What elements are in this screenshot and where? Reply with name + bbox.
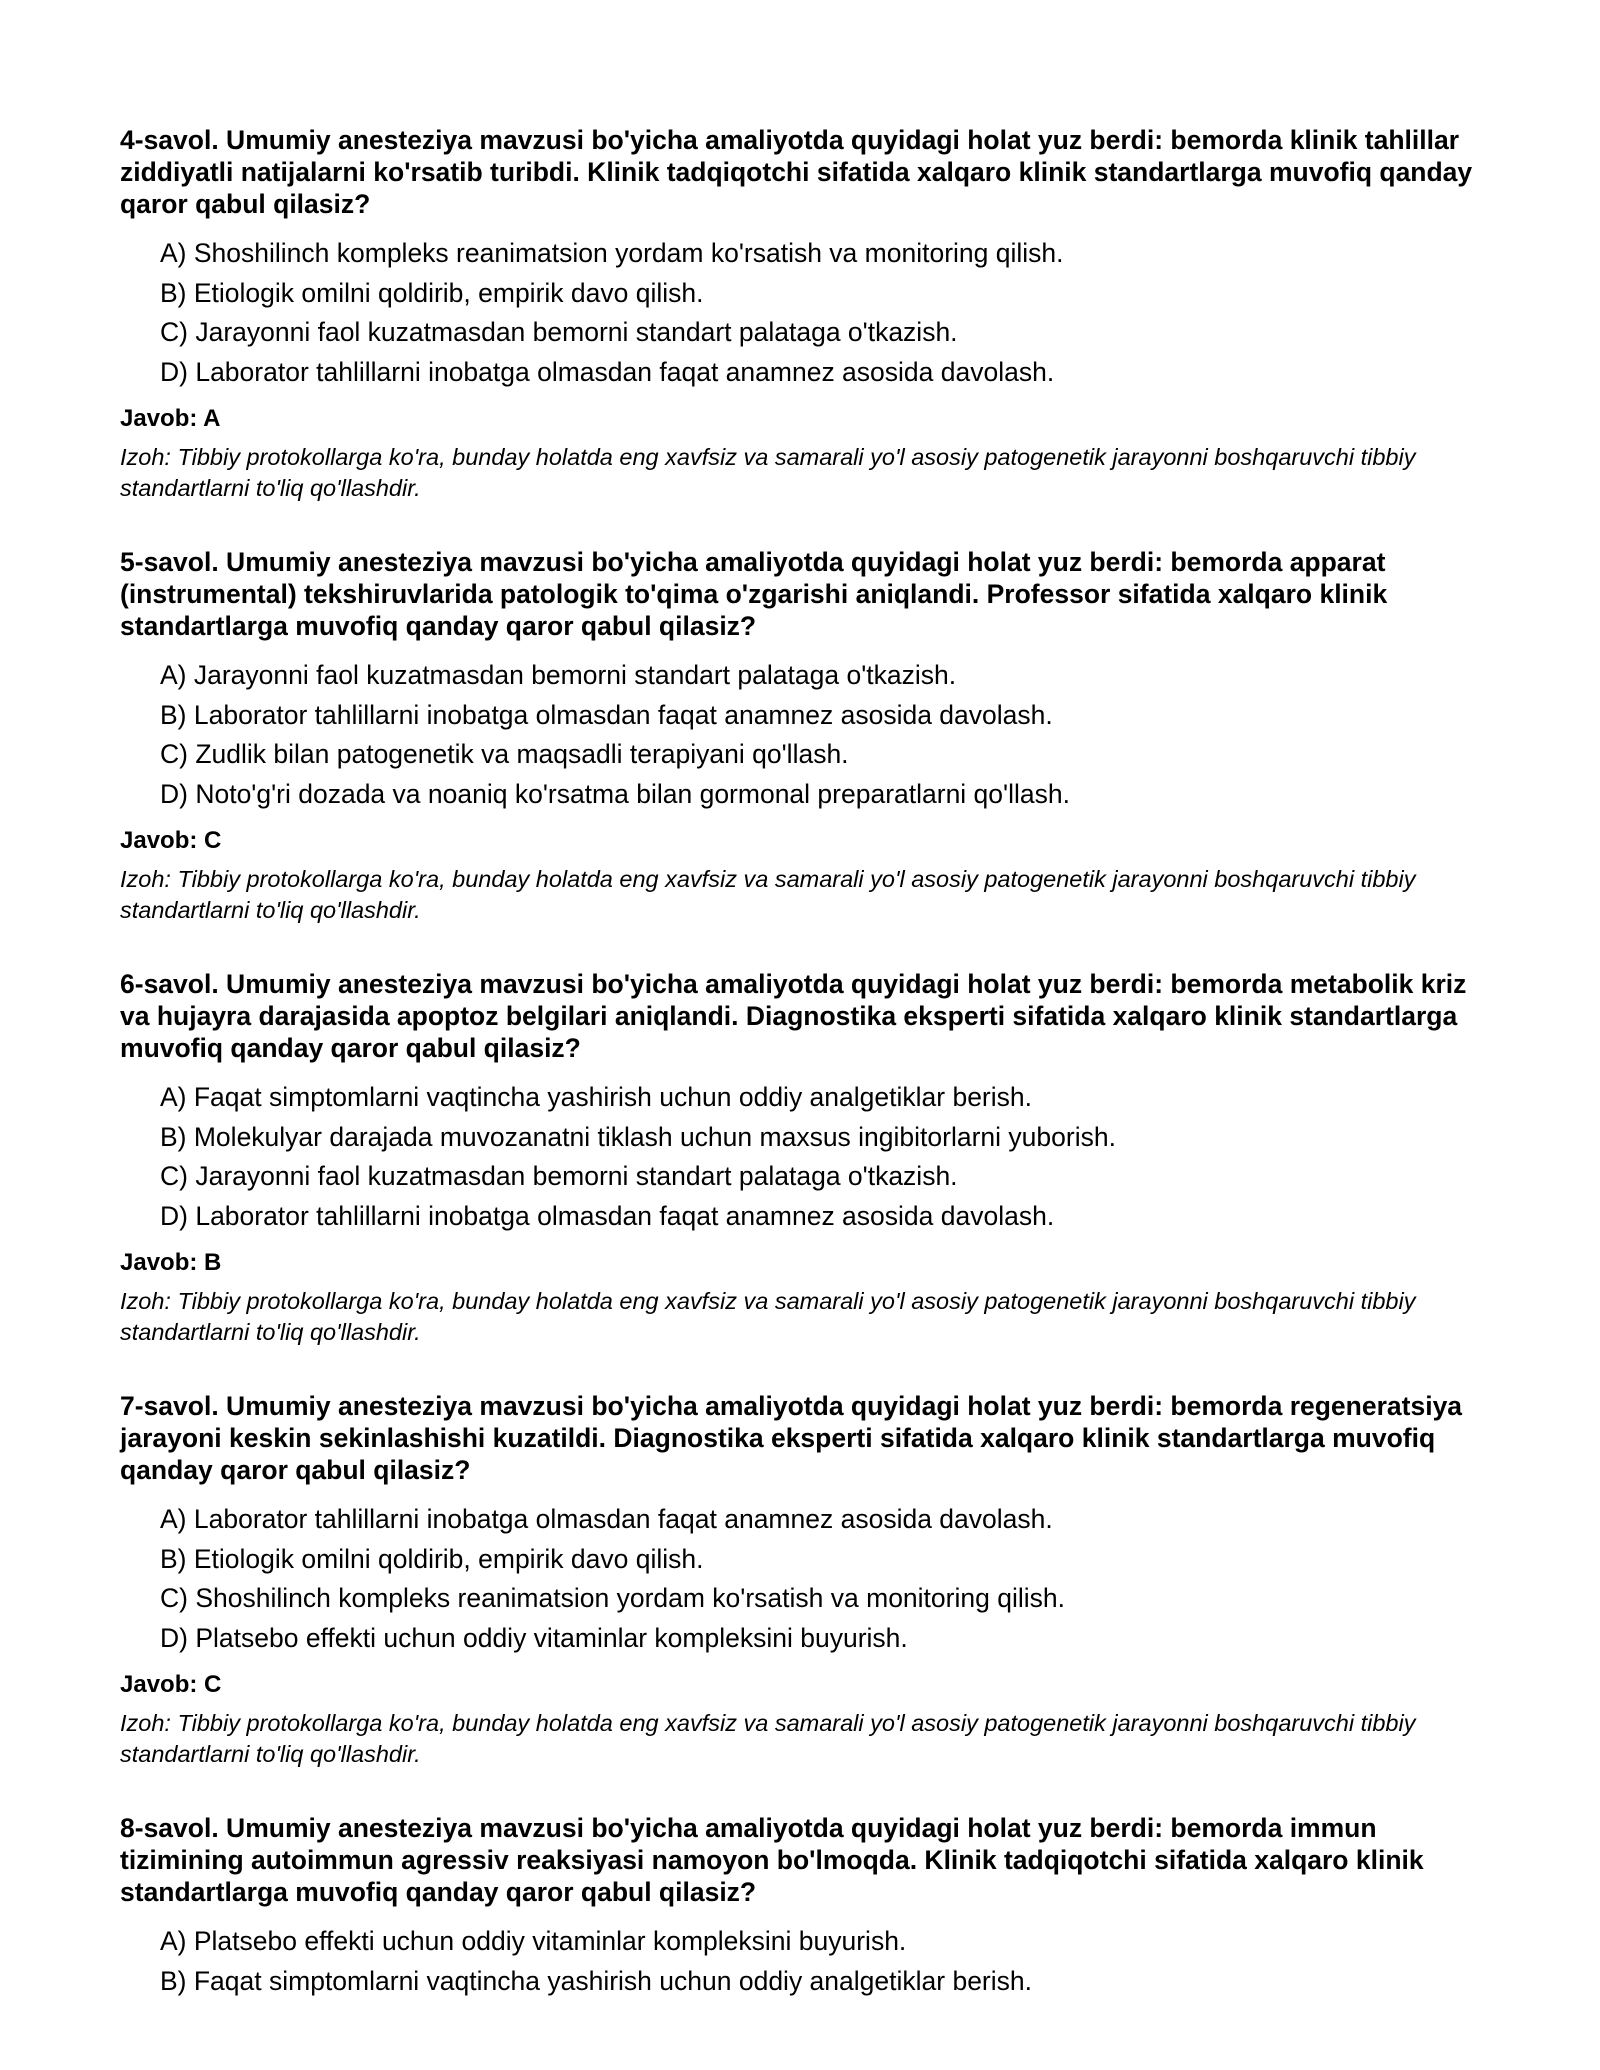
answer-label: Javob: C	[120, 827, 222, 854]
document-page	[120, 124, 1490, 2043]
option-d: D) Laborator tahlillarni inobatga olmasdan faqat anamnez asosida davolash.	[160, 356, 1055, 387]
question-title: 5-savol. Umumiy anesteziya mavzusi bo'yicha amaliyotda quyidagi holat yuz berdi: bemorda apparat (instrumental) tekshiruvlarida patologik to'qima o'zgarishi aniqlandi. Professor sifatida xalqaro klinik standartlarga muvofiq qanday qaror qabul qilasiz?	[120, 547, 1388, 641]
option-list	[160, 234, 1490, 392]
option-a: A) Platsebo effekti uchun oddiy vitaminlar kompleksini buyurish.	[160, 1926, 907, 1956]
option-a: A) Laborator tahlillarni inobatga olmasdan faqat anamnez asosida davolash.	[160, 1504, 1053, 1534]
option-list	[160, 656, 1490, 814]
option-c: C) Zudlik bilan patogenetik va maqsadli terapiyani qo'llash.	[160, 739, 849, 769]
option-c: C) Jarayonni faol kuzatmasdan bemorni standart palataga o'tkazish.	[160, 317, 958, 347]
question-title: 4-savol. Umumiy anesteziya mavzusi bo'yicha amaliyotda quyidagi holat yuz berdi: bemorda klinik tahlillar ziddiyatli natijalarni ko'rsatib turibdi. Klinik tadqiqotchi sifatida xalqaro klinik standartlarga muvofiq qanday qaror qabul qilasiz?	[120, 125, 1473, 219]
option-b: B) Laborator tahlillarni inobatga olmasdan faqat anamnez asosida davolash.	[160, 699, 1053, 730]
option-list	[160, 1078, 1490, 1236]
question-title: 8-savol. Umumiy anesteziya mavzusi bo'yicha amaliyotda quyidagi holat yuz berdi: bemorda immun tizimining autoimmun agressiv reaksiyasi namoyon bo'lmoqda. Klinik tadqiqotchi sifatida xalqaro klinik standartlarga muvofiq qanday qaror qabul qilasiz?	[120, 1813, 1424, 1907]
option-d: D) Platsebo effekti uchun oddiy vitaminlar kompleksini buyurish.	[160, 1622, 908, 1653]
answer-label: Javob: B	[120, 1249, 222, 1276]
question-title: 7-savol. Umumiy anesteziya mavzusi bo'yicha amaliyotda quyidagi holat yuz berdi: bemorda regeneratsiya jarayoni keskin sekinlashishi kuzatildi. Diagnostika eksperti sifatida xalqaro klinik standartlarga muvofiq qanday qaror qabul qilasiz?	[120, 1391, 1463, 1485]
question-7	[120, 1390, 1490, 1770]
explanation-note: Izoh: Tibbiy protokollarga ko'ra, bunday holatda eng xavfsiz va samarali yo'l asosiy patogenetik jarayonni boshqaruvchi tibbiy standartlarni to'liq qo'llashdir.	[120, 866, 1416, 923]
option-d: D) Noto'g'ri dozada va noaniq ko'rsatma bilan gormonal preparatlarni qo'llash.	[160, 778, 1070, 809]
option-b: B) Etiologik omilni qoldirib, empirik davo qilish.	[160, 277, 704, 308]
option-b: B) Etiologik omilni qoldirib, empirik davo qilish.	[160, 1543, 704, 1574]
explanation-note: Izoh: Tibbiy protokollarga ko'ra, bunday holatda eng xavfsiz va samarali yo'l asosiy patogenetik jarayonni boshqaruvchi tibbiy standartlarni to'liq qo'llashdir.	[120, 444, 1416, 501]
option-c: C) Jarayonni faol kuzatmasdan bemorni standart palataga o'tkazish.	[160, 1161, 958, 1191]
option-c: C) Shoshilinch kompleks reanimatsion yordam ko'rsatish va monitoring qilish.	[160, 1583, 1065, 1613]
explanation-note: Izoh: Tibbiy protokollarga ko'ra, bunday holatda eng xavfsiz va samarali yo'l asosiy patogenetik jarayonni boshqaruvchi tibbiy standartlarni to'liq qo'llashdir.	[120, 1710, 1416, 1767]
option-b: B) Faqat simptomlarni vaqtincha yashirish uchun oddiy analgetiklar berish.	[160, 1965, 1032, 1996]
option-list	[160, 1500, 1490, 1658]
option-a: A) Jarayonni faol kuzatmasdan bemorni standart palataga o'tkazish.	[160, 660, 957, 690]
question-title: 6-savol. Umumiy anesteziya mavzusi bo'yicha amaliyotda quyidagi holat yuz berdi: bemorda metabolik kriz va hujayra darajasida apoptoz belgilari aniqlandi. Diagnostika eksperti sifatida xalqaro klinik standartlarga muvofiq qanday qaror qabul qilasiz?	[120, 969, 1467, 1063]
answer-label: Javob: C	[120, 1671, 222, 1698]
explanation-note: Izoh: Tibbiy protokollarga ko'ra, bunday holatda eng xavfsiz va samarali yo'l asosiy patogenetik jarayonni boshqaruvchi tibbiy standartlarni to'liq qo'llashdir.	[120, 1288, 1416, 1345]
option-a: A) Faqat simptomlarni vaqtincha yashirish uchun oddiy analgetiklar berish.	[160, 1082, 1032, 1112]
option-list	[160, 1922, 1490, 2001]
question-4	[120, 124, 1490, 504]
option-b: B) Molekulyar darajada muvozanatni tiklash uchun maxsus ingibitorlarni yuborish.	[160, 1121, 1116, 1152]
question-6	[120, 968, 1490, 1348]
option-d: D) Laborator tahlillarni inobatga olmasdan faqat anamnez asosida davolash.	[160, 1200, 1055, 1231]
answer-label: Javob: A	[120, 405, 221, 432]
option-a: A) Shoshilinch kompleks reanimatsion yordam ko'rsatish va monitoring qilish.	[160, 238, 1064, 268]
question-5	[120, 546, 1490, 926]
question-8	[120, 1812, 1490, 2001]
